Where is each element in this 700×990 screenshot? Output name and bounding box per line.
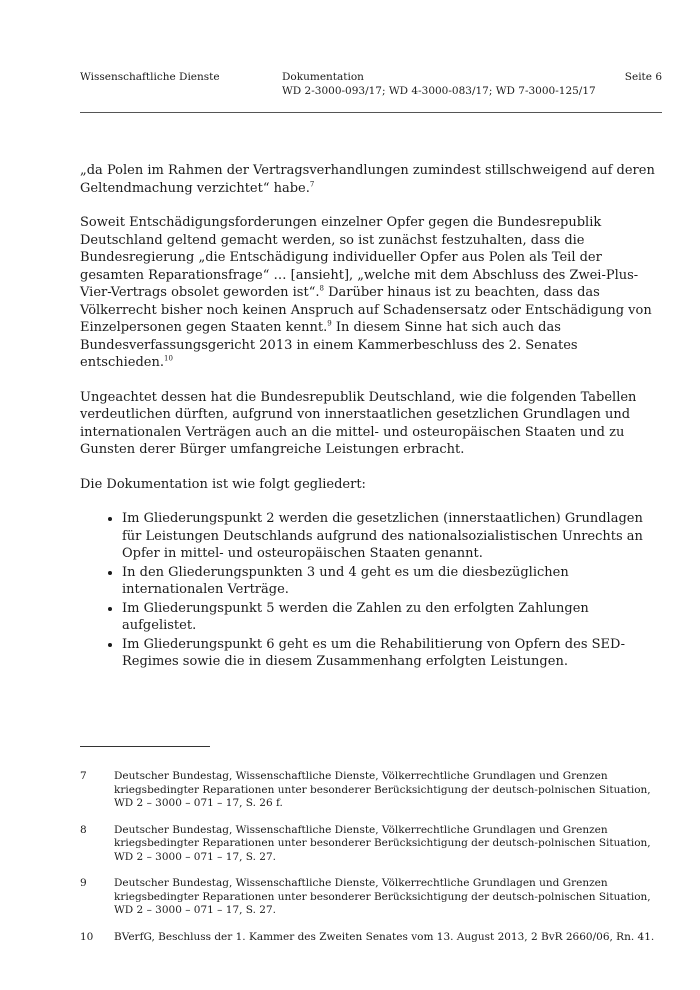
footnote-text: Deutscher Bundestag, Wissenschaftliche Dienste, Völkerrechtliche Grundlagen und Grenzen kriegsbedingter Reparationen unter besonderer Berücksichtigung der deutsch-polnischen Situation, WD 2 – 3000 – 071 – 17, S. 26 f.	[114, 770, 651, 809]
paragraph-2-part-3: In diesem Sinne hat sich auch das Bundesverfassungsgericht 2013 in einem Kammerbeschluss des 2. Senates entschieden.	[80, 320, 578, 370]
footnote-ref-9[interactable]: 9	[327, 319, 332, 328]
paragraph-2	[80, 214, 662, 372]
footnote-text: Deutscher Bundestag, Wissenschaftliche Dienste, Völkerrechtliche Grundlagen und Grenzen kriegsbedingter Reparationen unter besonderer Berücksichtigung der deutsch-polnischen Situation, WD 2 – 3000 – 071 – 17, S. 27.	[114, 823, 651, 863]
header-department: Wissenschaftliche Dienste	[80, 71, 220, 83]
footnotes	[80, 770, 662, 957]
footnote-ref-7[interactable]: 7	[309, 180, 315, 189]
footnote-number: 10	[80, 930, 94, 943]
paragraph-4: Die Dokumentation ist wie folgt gegliedert:	[80, 476, 366, 492]
footnote-ref-8[interactable]: 8	[319, 284, 324, 293]
outline-list	[80, 510, 662, 671]
footnote-number: 8	[80, 823, 87, 836]
footnote-divider	[80, 746, 210, 747]
paragraph-2-part-1: Soweit Entschädigungsforderungen einzelner Opfer gegen die Bundesrepublik Deutschland geltend gemacht werden, so ist zunächst festzuhalten, dass die Bundesregierung „die Entschädigung individueller Opfer aus Polen als Teil der gesamten Reparationsfrage“ … [ansieht], „welche mit dem Abschluss des Zwei-Plus-Vier-Vertrags obsolet geworden ist“.	[80, 215, 639, 300]
outline-item-1: • Im Gliederungspunkt 2 werden die gesetzlichen (innerstaatlichen) Grundlagen für Leistungen Deutschlands aufgrund des nationalsozialistischen Unrechts an Opfer in mittel- und osteuropäischen Staaten genannt.	[122, 510, 662, 563]
footnote-7	[80, 770, 662, 811]
footnote-text: Deutscher Bundestag, Wissenschaftliche Dienste, Völkerrechtliche Grundlagen und Grenzen kriegsbedingter Reparationen unter besonderer Berücksichtigung der deutsch-polnischen Situation, WD 2 – 3000 – 071 – 17, S. 27.	[114, 877, 651, 916]
header-page-number: Seite 6	[624, 71, 662, 83]
header-doc-reference: WD 2-3000-093/17; WD 4-3000-083/17; WD 7-3000-125/17	[282, 85, 596, 97]
paragraph-1-text: „da Polen im Rahmen der Vertragsverhandlungen zumindest stillschweigend auf deren Geltendmachung verzichtet“ habe.	[80, 163, 655, 196]
outline-item-2: • In den Gliederungspunkten 3 und 4 geht es um die diesbezüglichen internationalen Verträge.	[122, 564, 662, 599]
footnote-number: 7	[80, 770, 87, 782]
footnote-ref-10[interactable]: 10	[164, 354, 173, 363]
document-body	[80, 162, 662, 672]
header-document-info	[282, 70, 596, 98]
paragraph-1	[80, 162, 662, 197]
page-header	[80, 70, 662, 113]
outline-item-4: • Im Gliederungspunkt 6 geht es um die Rehabilitierung von Opfern des SED-Regimes sowie die in diesem Zusammenhang erfolgten Leistungen.	[122, 636, 662, 671]
footnote-text: BVerfG, Beschluss der 1. Kammer des Zweiten Senates vom 13. August 2013, 2 BvR 2660/06, Rn. 41.	[114, 930, 655, 943]
paragraph-2-part-2: Darüber hinaus ist zu beachten, dass das Völkerrecht bisher noch keinen Anspruch auf Schadensersatz oder Entschädigung von Einzelpersonen gegen Staaten kennt.	[80, 285, 652, 335]
footnote-8	[80, 824, 662, 865]
footnote-number: 9	[80, 877, 87, 889]
footnote-10	[80, 931, 662, 945]
outline-item-3: • Im Gliederungspunkt 5 werden die Zahlen zu den erfolgten Zahlungen aufgelistet.	[122, 600, 662, 635]
header-doc-type: Dokumentation	[282, 71, 364, 83]
footnote-9	[80, 877, 662, 918]
paragraph-3: Ungeachtet dessen hat die Bundesrepublik Deutschland, wie die folgenden Tabellen verdeutlichen dürften, aufgrund von innerstaatlichen gesetzlichen Grundlagen und internationalen Verträgen auch an die mittel- und osteuropäischen Staaten und zu Gunsten derer Bürger umfangreiche Leistungen erbracht.	[80, 389, 637, 457]
